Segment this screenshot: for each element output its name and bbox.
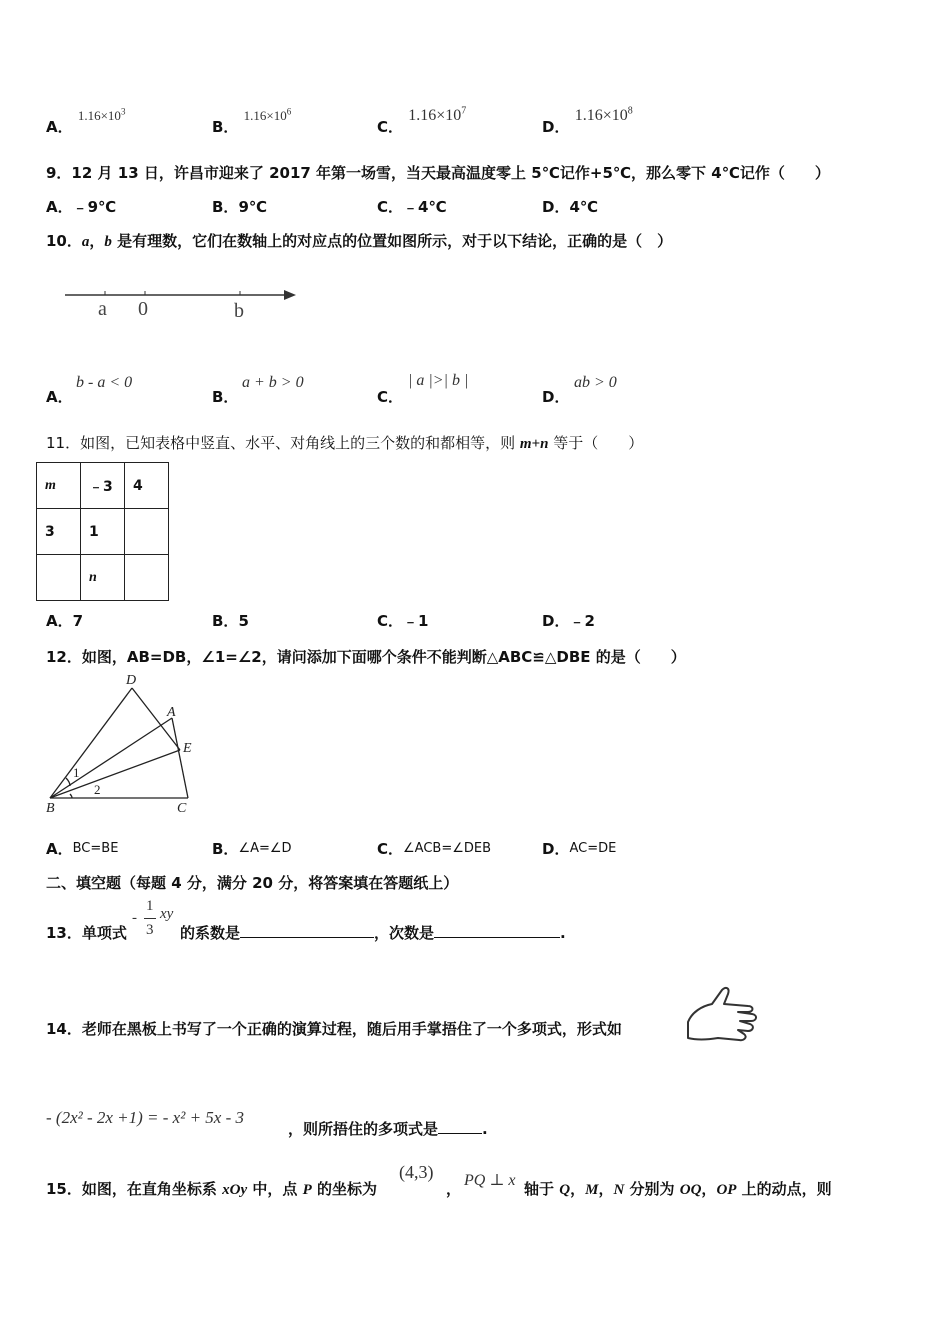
q14-answer-blank[interactable]	[438, 1119, 482, 1134]
q13-rest: 的系数是 ，次数是 .	[180, 924, 566, 942]
q10-option-a: A．	[46, 388, 73, 406]
q15-stem-rest: 轴于 Q，M，N 分别为 OQ，OP 上的动点，则	[524, 1180, 832, 1198]
q10-option-b-math: a + b > 0	[242, 374, 304, 391]
q15-stem: 15．如图，在直角坐标系 xOy 中，点 P 的坐标为	[46, 1180, 377, 1198]
q15-comma: ，	[446, 1180, 462, 1198]
table-cell: 3	[37, 509, 81, 555]
q8-option-d: D． $1.16\times 10^8$	[542, 105, 633, 136]
q9-stem: 9．12 月 13 日，许昌市迎来了 2017 年第一场雪，当天最高温度零上 5℃记作+5℃，那么零下 4℃记作（ ）	[46, 164, 830, 182]
q11-option-d: D．﹣2	[542, 612, 595, 630]
angle-2-label: 2	[94, 782, 101, 797]
table-cell	[125, 555, 169, 601]
q9-option-d: D．4℃	[542, 198, 599, 216]
q9-option-b: B．9℃	[212, 198, 268, 216]
q13-prefix: 13．单项式	[46, 924, 127, 942]
q11-stem: 11．如图，已知表格中竖直、水平、对角线上的三个数的和都相等，则 m+n 等于（ ）	[46, 434, 644, 452]
q12-option-d: D．AC=DE	[542, 840, 617, 858]
q8-option-c: C． $1.16\times 10^7$	[377, 105, 467, 136]
number-line-zero-label: 0	[138, 298, 148, 320]
q14-stem: 14．老师在黑板上书写了一个正确的演算过程，随后用手掌捂住了一个多项式，形式如	[46, 1020, 622, 1038]
vertex-e-label: E	[183, 741, 192, 756]
hand-icon	[682, 984, 762, 1046]
q13-degree-blank[interactable]	[434, 923, 560, 938]
number-line-a-label: a	[98, 298, 107, 320]
q9-option-a: A．﹣9℃	[46, 198, 117, 216]
table-cell: m	[37, 463, 81, 509]
q10-option-d-math: ab > 0	[574, 374, 617, 391]
table-row	[37, 463, 169, 509]
angle-1-label: 1	[73, 765, 80, 780]
q9-option-c: C．﹣4℃	[377, 198, 447, 216]
triangle-figure	[40, 670, 200, 815]
q11-option-a: A．7	[46, 612, 84, 630]
q10-option-d: D．	[542, 388, 570, 406]
vertex-b-label: B	[46, 801, 55, 815]
table-cell: n	[81, 555, 125, 601]
table-cell: 4	[125, 463, 169, 509]
table-cell	[37, 555, 81, 601]
table-cell: 1	[81, 509, 125, 555]
table-row	[37, 509, 169, 555]
section-heading: 二、填空题（每题 4 分，满分 20 分，将答案填在答题纸上）	[46, 874, 459, 892]
number-line	[60, 282, 305, 324]
q12-option-a: A．BC=BE	[46, 840, 119, 858]
q14-formula: - (2x² - 2x +1) = - x² + 5x - 3	[46, 1108, 245, 1127]
q12-option-c: C．∠ACB=∠DEB	[377, 840, 492, 858]
q10-option-c: C．	[377, 388, 404, 406]
q11-option-b: B．5	[212, 612, 249, 630]
vertex-d-label: D	[126, 673, 137, 688]
vertex-c-label: C	[177, 801, 187, 815]
number-line-b-label: b	[234, 300, 244, 322]
q14-tail: ，则所捂住的多项式是 .	[288, 1120, 488, 1138]
q11-option-c: C．﹣1	[377, 612, 429, 630]
q10-option-b: B．	[212, 388, 239, 406]
q15-coordinate: (4,3)	[399, 1162, 434, 1182]
q8-option-b: B． $1.16\times 10^6$	[212, 106, 292, 136]
table-cell	[125, 509, 169, 555]
q8-option-a: A． $1.16\times 10^3$	[46, 106, 126, 136]
table-row	[37, 555, 169, 601]
q13-coefficient-blank[interactable]	[240, 923, 374, 938]
q12-option-b: B．∠A=∠D	[212, 840, 292, 858]
magic-square-table	[36, 462, 169, 601]
q15-perpendicular: PQ ⊥ x	[464, 1172, 516, 1189]
q12-stem: 12．如图，AB=DB，∠1=∠2，请问添加下面哪个条件不能判断△ABC≌△DBE 的是（ ）	[46, 648, 686, 666]
vertex-a-label: A	[167, 705, 176, 720]
table-cell: ﹣3	[81, 463, 125, 509]
q10-option-c-math: | a |>| b |	[408, 372, 469, 389]
q10-stem: 10．a，b 是有理数，它们在数轴上的对应点的位置如图所示，对于以下结论，正确的是（ ）	[46, 232, 673, 250]
q10-option-a-math: b - a < 0	[76, 374, 133, 391]
